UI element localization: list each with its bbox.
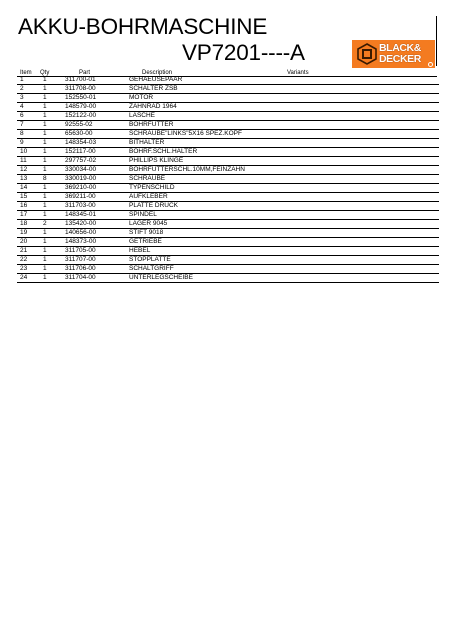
item-cell: 4 (17, 103, 40, 112)
item-cell: 23 (17, 265, 40, 274)
item-cell: 6 (17, 112, 40, 121)
table-row (17, 274, 439, 283)
description-cell: PHILLIPS KLINGE (126, 157, 439, 166)
qty-cell: 1 (40, 184, 62, 193)
part-number-cell: 140656-00 (62, 229, 126, 238)
item-cell: 21 (17, 247, 40, 256)
qty-cell: 1 (40, 157, 62, 166)
qty-cell: 1 (40, 76, 62, 85)
description-cell: PLATTE DRUCK (126, 202, 439, 211)
hexagon-logo-icon (356, 43, 378, 65)
part-number-cell: 311706-00 (62, 265, 126, 274)
table-row (17, 112, 439, 121)
description-cell: STIFT 9018 (126, 229, 439, 238)
description-cell: LASCHE (126, 112, 439, 121)
item-cell: 17 (17, 211, 40, 220)
qty-cell: 1 (40, 121, 62, 130)
part-number-cell: 135420-00 (62, 220, 126, 229)
part-number-cell: 311708-00 (62, 85, 126, 94)
table-row (17, 229, 439, 238)
part-number-cell: 152122-00 (62, 112, 126, 121)
column-header-item: Item (20, 70, 32, 76)
model-number: VP7201----A (182, 40, 305, 65)
qty-cell: 2 (40, 220, 62, 229)
qty-cell: 1 (40, 166, 62, 175)
description-cell: UNTERLEGSCHEIBE (126, 274, 439, 283)
part-number-cell: 311705-00 (62, 247, 126, 256)
item-cell: 13 (17, 175, 40, 184)
column-header-part: Part (79, 70, 91, 76)
item-cell: 22 (17, 256, 40, 265)
description-cell: BOHRF.SCHL.HALTER (126, 148, 439, 157)
parts-table-body (17, 76, 439, 283)
item-cell: 11 (17, 157, 40, 166)
table-row (17, 247, 439, 256)
description-cell: LAGER 9045 (126, 220, 439, 229)
item-cell: 24 (17, 274, 40, 283)
part-number-cell: 311707-00 (62, 256, 126, 265)
item-cell: 12 (17, 166, 40, 175)
description-cell: BOHRFUTTERSCHL.10MM,FEINZAHN (126, 166, 439, 175)
brand-line-2: DECKER (379, 53, 421, 65)
table-row (17, 121, 439, 130)
table-row (17, 76, 439, 85)
column-header-qty: Qty (40, 70, 50, 76)
part-number-cell: 311703-00 (62, 202, 126, 211)
item-cell: 18 (17, 220, 40, 229)
item-cell: 3 (17, 94, 40, 103)
table-row (17, 220, 439, 229)
item-cell: 10 (17, 148, 40, 157)
qty-cell: 8 (40, 175, 62, 184)
item-cell: 7 (17, 121, 40, 130)
qty-cell: 1 (40, 274, 62, 283)
part-number-cell: 330019-00 (62, 175, 126, 184)
brand-logo (352, 40, 435, 68)
qty-cell: 1 (40, 112, 62, 121)
brand-line-1: BLACK& (379, 42, 421, 54)
qty-cell: 1 (40, 193, 62, 202)
qty-cell: 1 (40, 130, 62, 139)
qty-cell: 1 (40, 139, 62, 148)
part-number-cell: 297757-02 (62, 157, 126, 166)
parts-table (17, 76, 439, 283)
registered-mark-icon (428, 62, 433, 67)
item-cell: 19 (17, 229, 40, 238)
part-number-cell: 311704-00 (62, 274, 126, 283)
qty-cell: 1 (40, 103, 62, 112)
part-number-cell: 92555-02 (62, 121, 126, 130)
qty-cell: 1 (40, 85, 62, 94)
part-number-cell: 330034-00 (62, 166, 126, 175)
description-cell: BITHALTER (126, 139, 439, 148)
qty-cell: 1 (40, 256, 62, 265)
table-row (17, 175, 439, 184)
part-number-cell: 311700-01 (62, 76, 126, 85)
table-row (17, 193, 439, 202)
item-cell: 1 (17, 76, 40, 85)
description-cell: HEBEL (126, 247, 439, 256)
item-cell: 2 (17, 85, 40, 94)
part-number-cell: 152550-01 (62, 94, 126, 103)
item-cell: 16 (17, 202, 40, 211)
description-cell: TYPENSCHILD (126, 184, 439, 193)
table-row (17, 130, 439, 139)
description-cell: STOPPLATTE (126, 256, 439, 265)
column-header-variants: Variants (287, 70, 309, 76)
table-row (17, 103, 439, 112)
header-right-border (436, 16, 437, 66)
item-cell: 8 (17, 130, 40, 139)
qty-cell: 1 (40, 211, 62, 220)
table-row (17, 157, 439, 166)
qty-cell: 1 (40, 265, 62, 274)
part-number-cell: 148579-00 (62, 103, 126, 112)
description-cell: SCHRAUBE (126, 175, 439, 184)
table-row (17, 166, 439, 175)
qty-cell: 1 (40, 148, 62, 157)
item-cell: 14 (17, 184, 40, 193)
table-row (17, 238, 439, 247)
part-number-cell: 148373-00 (62, 238, 126, 247)
table-row (17, 139, 439, 148)
table-row (17, 256, 439, 265)
part-number-cell: 148354-03 (62, 139, 126, 148)
qty-cell: 1 (40, 238, 62, 247)
item-cell: 9 (17, 139, 40, 148)
description-cell: SPINDEL (126, 211, 439, 220)
table-row (17, 148, 439, 157)
qty-cell: 1 (40, 229, 62, 238)
part-number-cell: 148345-01 (62, 211, 126, 220)
table-row (17, 202, 439, 211)
part-number-cell: 369210-00 (62, 184, 126, 193)
part-number-cell: 369211-00 (62, 193, 126, 202)
description-cell: GETRIEBE (126, 238, 439, 247)
qty-cell: 1 (40, 94, 62, 103)
item-cell: 20 (17, 238, 40, 247)
description-cell: SCHRAUBE"LINKS"5X16 SPEZ.KOPF (126, 130, 439, 139)
part-number-cell: 152117-00 (62, 148, 126, 157)
table-row (17, 85, 439, 94)
description-cell: MOTOR (126, 94, 439, 103)
table-row (17, 184, 439, 193)
column-header-description: Description (142, 70, 173, 76)
table-row (17, 94, 439, 103)
table-row (17, 211, 439, 220)
qty-cell: 1 (40, 202, 62, 211)
table-row (17, 265, 439, 274)
description-cell: SCHALTGRIFF (126, 265, 439, 274)
description-cell: AUFKLEBER (126, 193, 439, 202)
qty-cell: 1 (40, 247, 62, 256)
item-cell: 15 (17, 193, 40, 202)
part-number-cell: 65630-00 (62, 130, 126, 139)
description-cell: GEHAEUSEPAAR (126, 76, 439, 85)
description-cell: SCHALTER ZSB (126, 85, 439, 94)
description-cell: BOHRFUTTER (126, 121, 439, 130)
document-title: AKKU-BOHRMASCHINE (18, 14, 268, 39)
description-cell: ZAHNRAD 1964 (126, 103, 439, 112)
